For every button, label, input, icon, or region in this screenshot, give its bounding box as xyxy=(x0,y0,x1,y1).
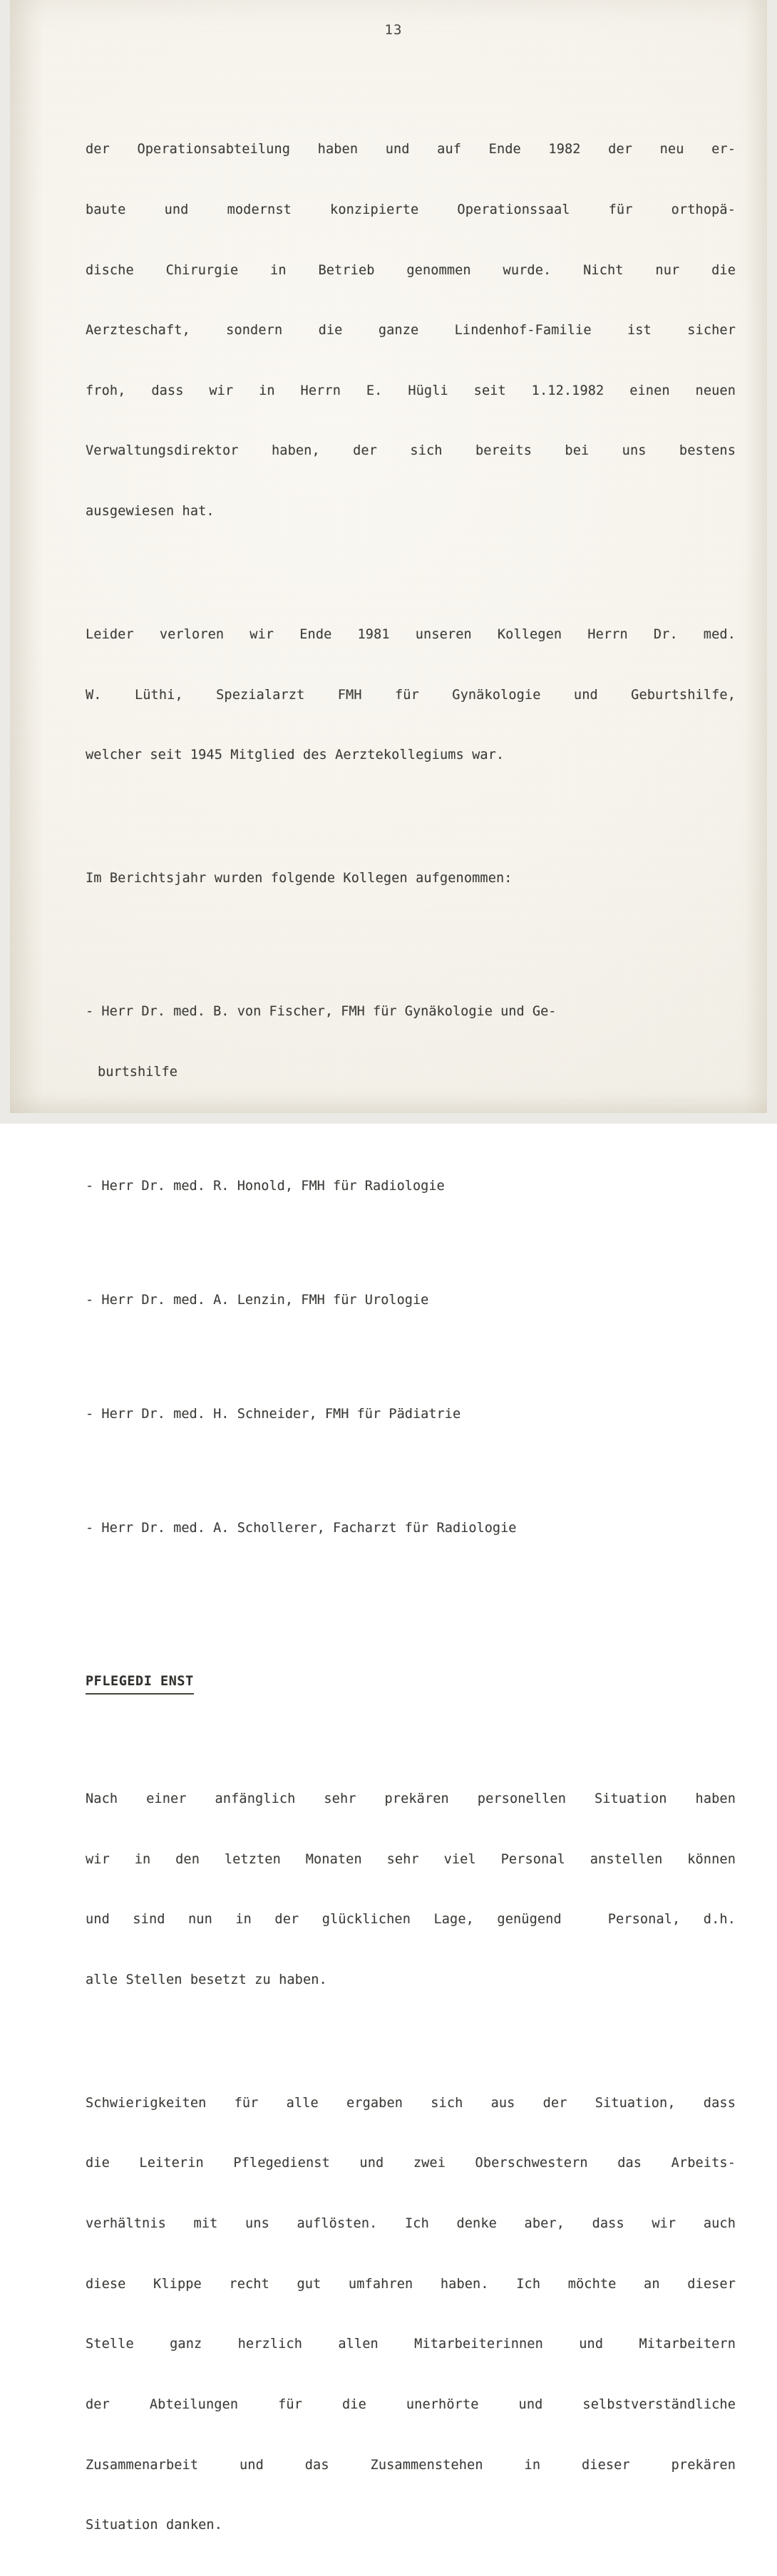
paragraph-spacer xyxy=(86,806,736,829)
paper-sheet xyxy=(10,0,767,2533)
new-colleagues-list xyxy=(86,962,736,1579)
paragraph-line: dische Chirurgie in Betrieb genommen wurde. Nicht nur die xyxy=(86,262,736,278)
paragraph-personelle-situation xyxy=(86,1749,736,2031)
list-item xyxy=(86,1137,736,1237)
list-item xyxy=(86,962,736,1123)
list-item xyxy=(86,1251,736,1351)
section-heading-pflegedienst: PFLEGEDI ENST xyxy=(86,1672,194,1695)
paragraph-schwierigkeiten xyxy=(86,2053,736,2575)
list-spacer xyxy=(86,929,736,962)
paragraph-line: Verwaltungsdirektor haben, der sich bereits bei uns bestens xyxy=(86,443,736,459)
list-item xyxy=(86,1479,736,1579)
paragraph-line: die Leiterin Pflegedienst und zwei Oberschwestern das Arbeits- xyxy=(86,2156,736,2171)
list-item-line: - Herr Dr. med. R. Honold, FMH für Radiologie xyxy=(86,1178,445,1194)
paragraph-line: und sind nun in der glücklichen Lage, genügend Personal, d.h. xyxy=(86,1912,736,1928)
paragraph-line: baute und modernst konzipierte Operationssaal für orthopä- xyxy=(86,202,736,218)
paragraph-line: verhältnis mit uns auflösten. Ich denke aber, dass wir auch xyxy=(86,2216,736,2232)
left-gutter-shadow xyxy=(10,0,43,1113)
right-edge-shadow xyxy=(746,0,767,1113)
list-item-continuation: burtshilfe xyxy=(98,1064,177,1080)
paragraph-line: der Abteilungen für die unerhörte und selbstverständliche xyxy=(86,2396,736,2412)
section-heading-wrap xyxy=(86,1672,736,1695)
paragraph-line: Zusammenarbeit und das Zusammenstehen in dieser prekären xyxy=(86,2457,736,2473)
paragraph-line: diese Klippe recht gut umfahren haben. Ich möchte an dieser xyxy=(86,2276,736,2292)
paragraph-line: alle Stellen besetzt zu haben. xyxy=(86,1972,327,1987)
paragraph-spacer xyxy=(86,2030,736,2053)
list-item-line: - Herr Dr. med. A. Schollerer, Facharzt für Radiologie xyxy=(86,1521,517,1536)
list-item-line: - Herr Dr. med. A. Lenzin, FMH für Urologie xyxy=(86,1292,429,1308)
paragraph-line: der Operationsabteilung haben und auf Ende 1982 der neu er- xyxy=(86,142,736,157)
paragraph-line: Nach einer anfänglich sehr prekären personellen Situation haben xyxy=(86,1791,736,1807)
list-item xyxy=(86,1365,736,1465)
paragraph-line: Situation danken. xyxy=(86,2518,223,2533)
paragraph-line: Stelle ganz herzlich allen Mitarbeiterinnen und Mitarbeitern xyxy=(86,2337,736,2352)
paragraph-line: ausgewiesen hat. xyxy=(86,504,215,519)
paragraph-line: Schwierigkeiten für alle ergaben sich aus der Situation, dass xyxy=(86,2095,736,2111)
paragraph-line: froh, dass wir in Herrn E. Hügli seit 1.12.1982 einen neuen xyxy=(86,383,736,398)
paragraph-operationsabteilung xyxy=(86,100,736,562)
paragraph-line: Im Berichtsjahr wurden folgende Kollegen aufgenommen: xyxy=(86,871,513,886)
paragraph-spacer xyxy=(86,562,736,585)
paragraph-line: welcher seit 1945 Mitglied des Aerztekollegiums war. xyxy=(86,748,505,763)
page-number: 13 xyxy=(384,22,403,38)
paragraph-list-intro xyxy=(86,829,736,929)
paragraph-line: Aerzteschaft, sondern die ganze Lindenhof-Familie ist sicher xyxy=(86,323,736,338)
page-content xyxy=(86,100,736,2576)
paragraph-line: Leider verloren wir Ende 1981 unseren Kollegen Herrn Dr. med. xyxy=(86,627,736,643)
paragraph-line: wir in den letzten Monaten sehr viel Personal anstellen können xyxy=(86,1851,736,1867)
list-item-line: - Herr Dr. med. H. Schneider, FMH für Pädiatrie xyxy=(86,1406,461,1422)
paragraph-kollege-luethi xyxy=(86,585,736,806)
paragraph-line: W. Lüthi, Spezialarzt FMH für Gynäkologie und Geburtshilfe, xyxy=(86,687,736,703)
section-spacer xyxy=(86,1593,736,1672)
heading-spacer xyxy=(86,1695,736,1749)
list-item-line: - Herr Dr. med. B. von Fischer, FMH für Gynäkologie und Ge- xyxy=(86,1004,557,1020)
